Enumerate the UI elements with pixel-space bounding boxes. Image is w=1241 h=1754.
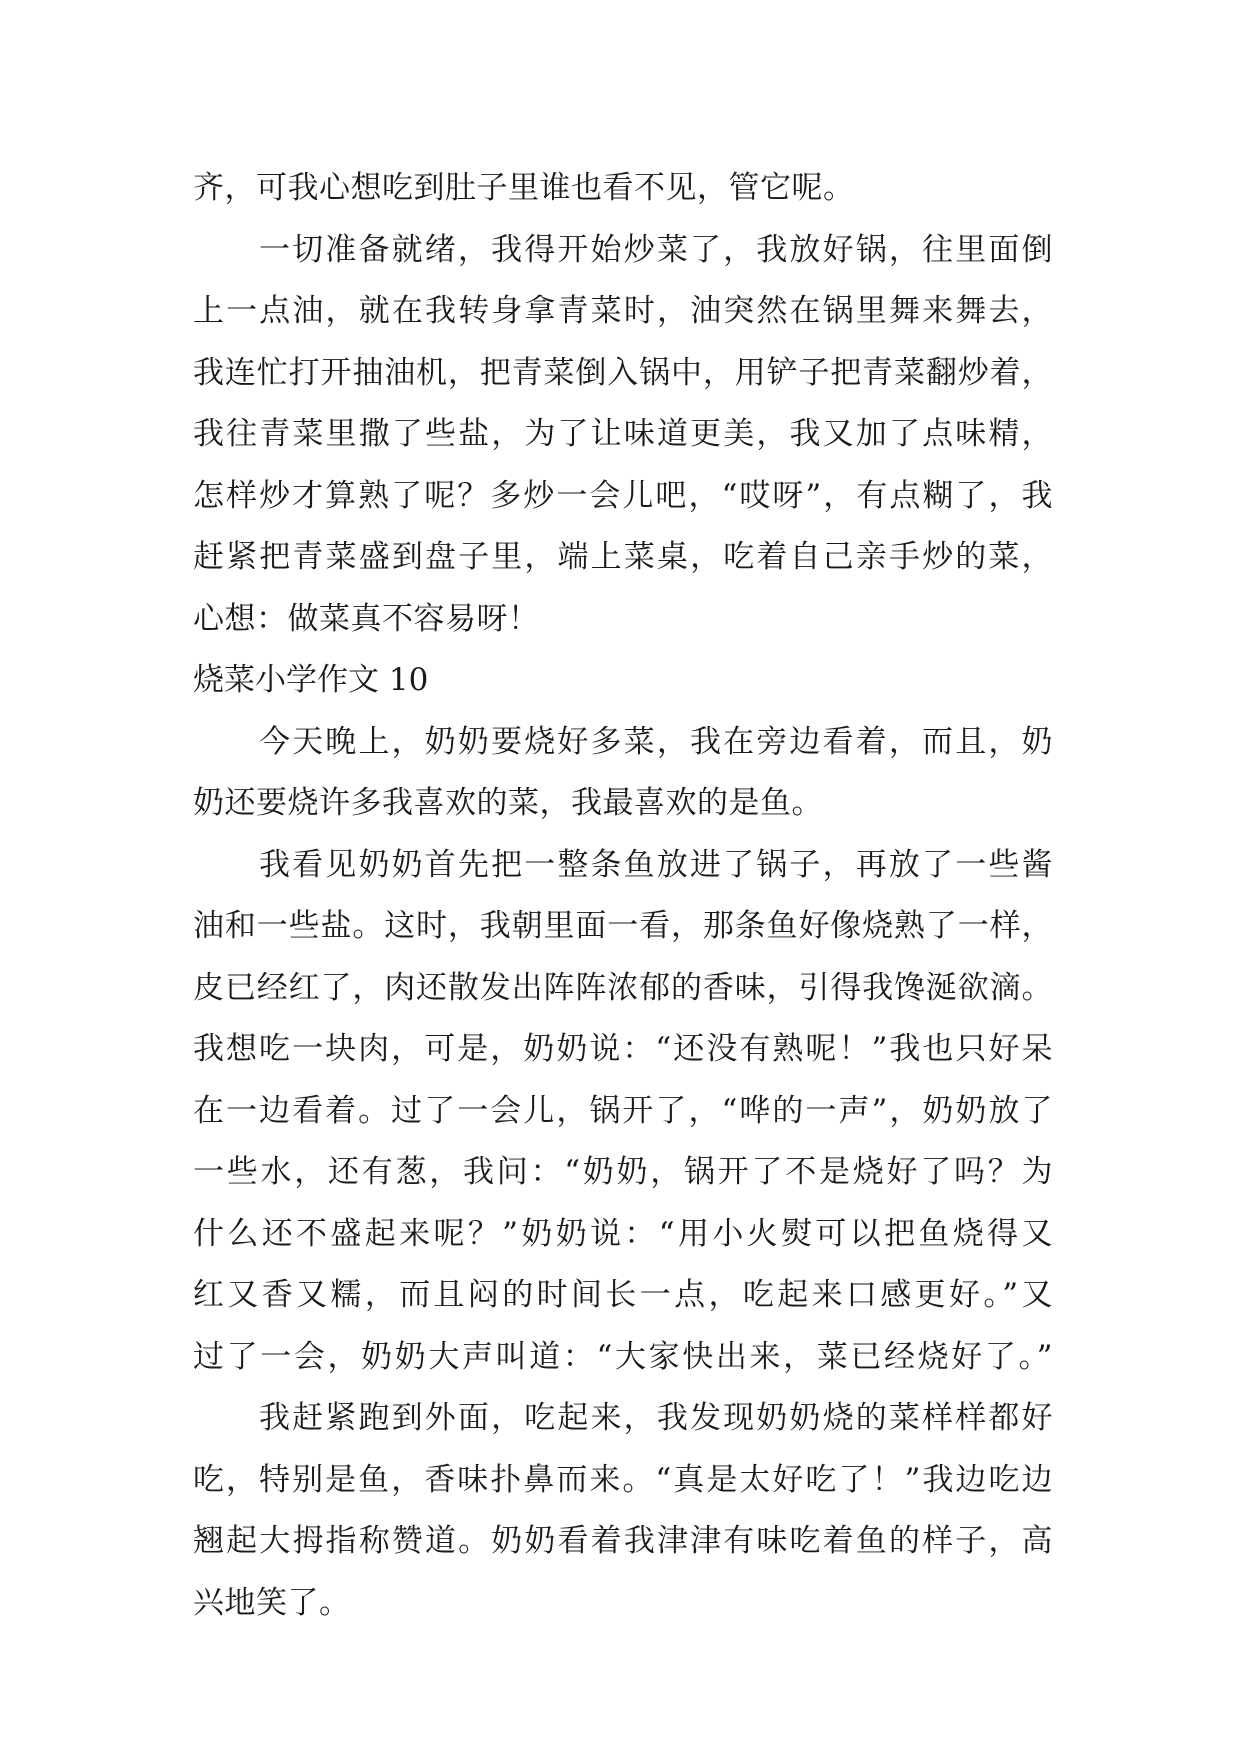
text-line: 什么还不盛起来呢？”奶奶说：“用小火熨可以把鱼烧得又 [193,1215,1053,1252]
text-line: 今天晚上，奶奶要烧好多菜，我在旁边看着，而且，奶 [259,723,1053,760]
text-line: 上一点油，就在我转身拿青菜时，油突然在锅里舞来舞去， [193,293,1053,329]
text-line: 我想吃一块肉，可是，奶奶说：“还没有熟呢！”我也只好呆 [193,1031,1053,1067]
text-line: 我赶紧跑到外面，吃起来，我发现奶奶烧的菜样样都好 [259,1400,1053,1436]
text-line: 我连忙打开抽油机，把青菜倒入锅中，用铲子把青菜翻炒着， [193,354,1053,391]
text-line: 奶还要烧许多我喜欢的菜，我最喜欢的是鱼。 [193,785,823,821]
text-line: 一些水，还有葱，我问：“奶奶，锅开了不是烧好了吗？为 [193,1154,1053,1190]
document-text [193,158,1053,1634]
text-line: 心想：做菜真不容易呀！ [193,600,540,637]
text-line: 红又香又糯，而且闷的时间长一点，吃起来口感更好。”又 [193,1277,1053,1313]
text-line: 一切准备就绪，我得开始炒菜了，我放好锅，往里面倒 [259,231,1053,268]
text-line: 我往青菜里撒了些盐，为了让味道更美，我又加了点味精， [193,416,1053,452]
text-line: 齐，可我心想吃到肚子里谁也看不见，管它呢。 [193,170,855,206]
text-line: 皮已经红了，肉还散发出阵阵浓郁的香味，引得我馋涎欲滴。 [193,969,1053,1006]
text-line: 过了一会，奶奶大声叫道：“大家快出来，菜已经烧好了。” [193,1338,1053,1375]
section-heading: 烧菜小学作文 10 [193,662,429,698]
text-line: 我看见奶奶首先把一整条鱼放进了锅子，再放了一些酱 [259,846,1053,883]
text-line: 赶紧把青菜盛到盘子里，端上菜桌，吃着自己亲手炒的菜， [193,539,1053,575]
text-line: 在一边看着。过了一会儿，锅开了，“哗的一声”，奶奶放了 [193,1092,1053,1129]
text-line: 油和一些盐。这时，我朝里面一看，那条鱼好像烧熟了一样， [193,908,1053,944]
text-line: 吃，特别是鱼，香味扑鼻而来。“真是太好吃了！”我边吃边 [193,1461,1053,1498]
text-line: 翘起大拇指称赞道。奶奶看着我津津有味吃着鱼的样子，高 [193,1523,1053,1559]
text-line: 兴地笑了。 [193,1584,351,1621]
text-line: 怎样炒才算熟了呢？多炒一会儿吧，“哎呀”，有点糊了，我 [193,477,1053,514]
